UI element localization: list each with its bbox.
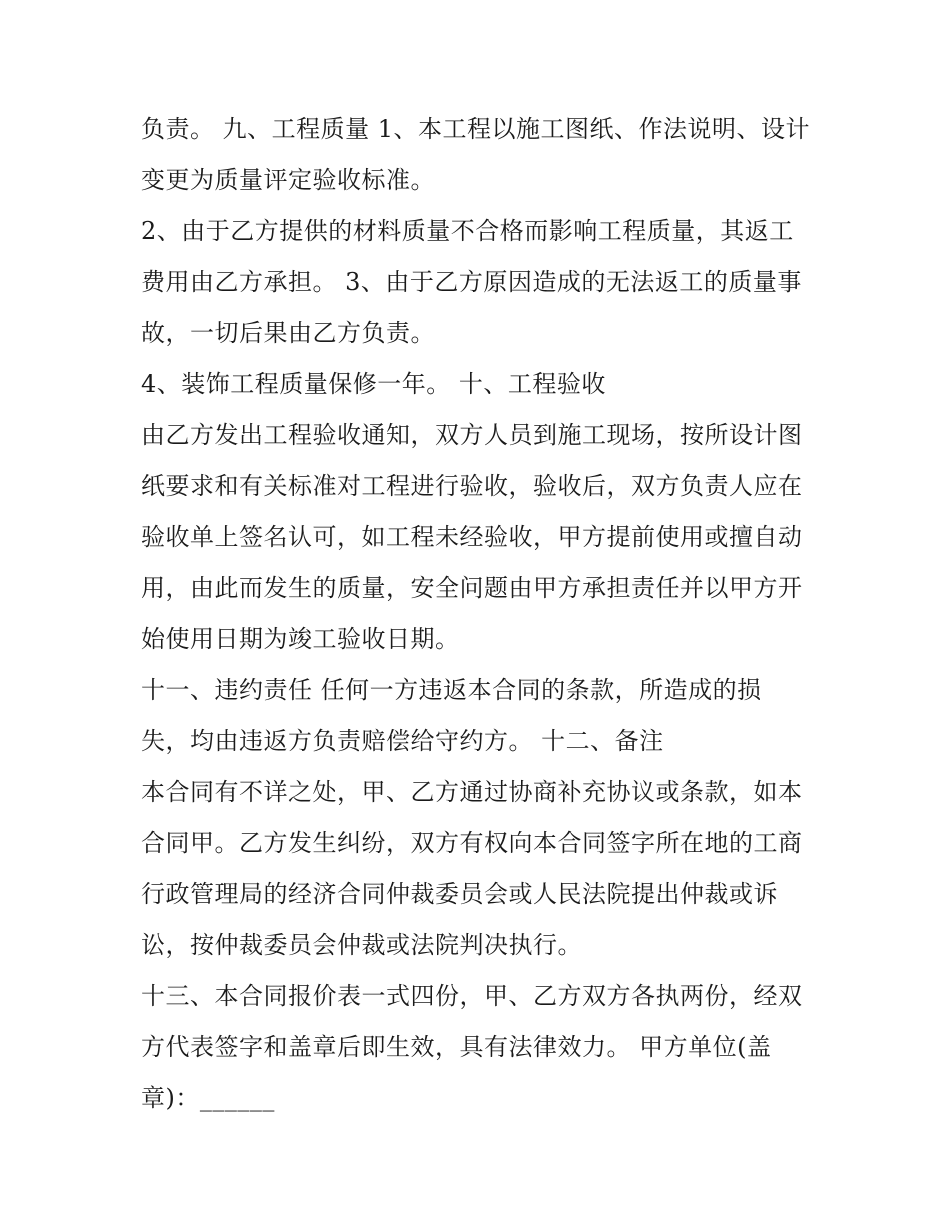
signature-line: 章)：______ <box>141 1084 275 1112</box>
text-line: 十一、违约责任 任何一方违返本合同的条款，所造成的损 <box>141 676 762 704</box>
text-line: 变更为质量评定验收标准。 <box>141 166 435 194</box>
text-line: 用，由此而发生的质量，安全问题由甲方承担责任并以甲方开 <box>141 574 803 602</box>
text-line: 本合同有不详之处，甲、乙方通过协商补充协议或条款，如本 <box>141 778 803 806</box>
text-line: 负责。 九、工程质量 1、本工程以施工图纸、作法说明、设计 <box>141 115 811 143</box>
text-line: 验收单上签名认可，如工程未经验收，甲方提前使用或擅自动 <box>141 523 803 551</box>
text-line: 失，均由违返方负责赔偿给守约方。 十二、备注 <box>141 727 664 755</box>
text-line: 行政管理局的经济合同仲裁委员会或人民法院提出仲裁或诉 <box>141 880 778 908</box>
text-line: 2、由于乙方提供的材料质量不合格而影响工程质量，其返工 <box>141 217 794 245</box>
text-line: 合同甲。乙方发生纠纷，双方有权向本合同签字所在地的工商 <box>141 829 803 857</box>
text-line: 4、装饰工程质量保修一年。 十、工程验收 <box>141 370 606 398</box>
text-line: 故，一切后果由乙方负责。 <box>141 319 435 347</box>
text-line: 始使用日期为竣工验收日期。 <box>141 625 460 653</box>
contract-text-body <box>141 104 821 1124</box>
text-line: 十三、本合同报价表一式四份，甲、乙方双方各执两份，经双 <box>141 982 803 1010</box>
text-line: 费用由乙方承担。 3、由于乙方原因造成的无法返工的质量事 <box>141 268 802 296</box>
text-line: 方代表签字和盖章后即生效，具有法律效力。 甲方单位(盖 <box>141 1033 772 1061</box>
text-line: 由乙方发出工程验收通知，双方人员到施工现场，按所设计图 <box>141 421 803 449</box>
text-line: 讼，按仲裁委员会仲裁或法院判决执行。 <box>141 931 582 959</box>
text-line: 纸要求和有关标准对工程进行验收，验收后，双方负责人应在 <box>141 472 803 500</box>
